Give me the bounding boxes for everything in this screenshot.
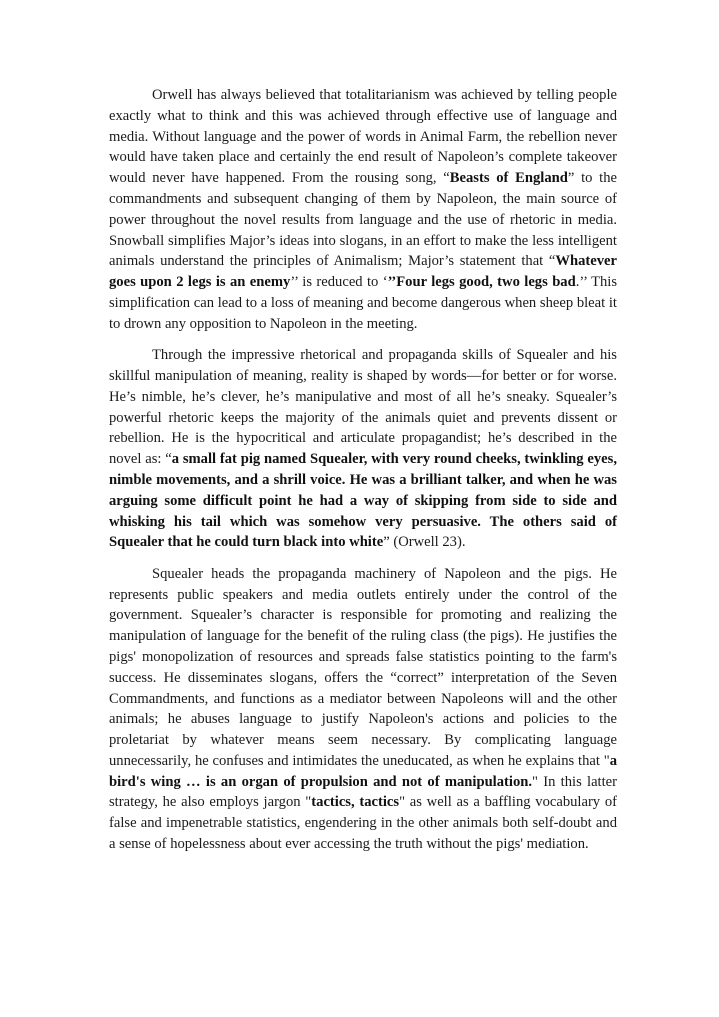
paragraph-3 [109,564,617,855]
text-span: Orwell has always believed that totalitarianism was achieved by telling people exactly what to think and this was achieved through effective use of language and media. Without language and the power of words in Animal Farm, the rebellion never would have taken place and certainly the end result of Napoleon’s complete takeover would never have happened. From the rousing song, “ [109,87,617,187]
text-span: .’’ This simplification can lead to a loss of meaning and become dangerous when sheep bleat it to drown any opposition to Napoleon in the meeting. [109,274,618,332]
text-span: ” (Orwell 23). [383,534,466,551]
paragraph-2 [109,345,617,553]
text-span: " In this latter strategy, he also employs jargon " [109,773,617,811]
text-span: " as well as a baffling vocabulary of false and impenetrable statistics, engendering in the other animals both self-doubt and a sense of hopelessness about ever accessing the truth without the pigs' mediation. [109,794,617,853]
bold-quote: Whatever goes upon 2 legs is an enemy [109,253,617,291]
bold-quote: a small fat pig named Squealer, with very round cheeks, twinkling eyes, nimble movements, and a shrill voice. He was a brilliant talker, and when he was arguing some difficult point he had a way of skipping from side to side and whisking his tail which was somehow very persuasive. The others said of Squealer that he could turn black into white [109,451,617,551]
bold-quote: Beasts of England [449,170,568,187]
text-span: ’’ is reduced to ‘ [290,274,388,291]
bold-quote: tactics, tactics [311,794,400,811]
paragraph-1 [109,85,617,335]
document-body [109,85,617,855]
text-span: Squealer heads the propaganda machinery of Napoleon and the pigs. He represents public speakers and media outlets entirely under the control of the government. Squealer’s character is responsible for promoting and realizing the manipulation of language for the benefit of the ruling class (the pigs). He justifies the pigs' monopolization of resources and spreads false statistics pointing to the farm's success. He disseminates slogans, offers the “correct” interpretation of the Seven Commandments, and functions as a mediator between Napoleons will and the other animals; he abuses language to justify Napoleon's actions and policies to the proletariat by whatever means seem necessary. By complicating language unnecessarily, he confuses and intimidates the uneducated, as when he explains that " [109,565,617,769]
bold-quote: a bird's wing … is an organ of propulsion and not of manipulation. [109,752,617,790]
text-span: Through the impressive rhetorical and propaganda skills of Squealer and his skillful manipulation of meaning, reality is shaped by words—for better or for worse. He’s nimble, he’s clever, he’s manipulative and most of all he’s sneaky. Squealer’s powerful rhetoric keeps the majority of the animals quiet and prevents dissent or rebellion. He is the hypocritical and articulate propagandist; he’s described in the novel as: “ [109,347,617,468]
text-span: ” to the commandments and subsequent changing of them by Napoleon, the main source of power throughout the novel results from language and the use of rhetoric in media. Snowball simplifies Major’s ideas into slogans, in an effort to make the less intelligent animals understand the principles of Animalism; Major’s statement that “ [109,170,617,270]
bold-quote: ’’Four legs good, two legs bad [387,274,576,291]
